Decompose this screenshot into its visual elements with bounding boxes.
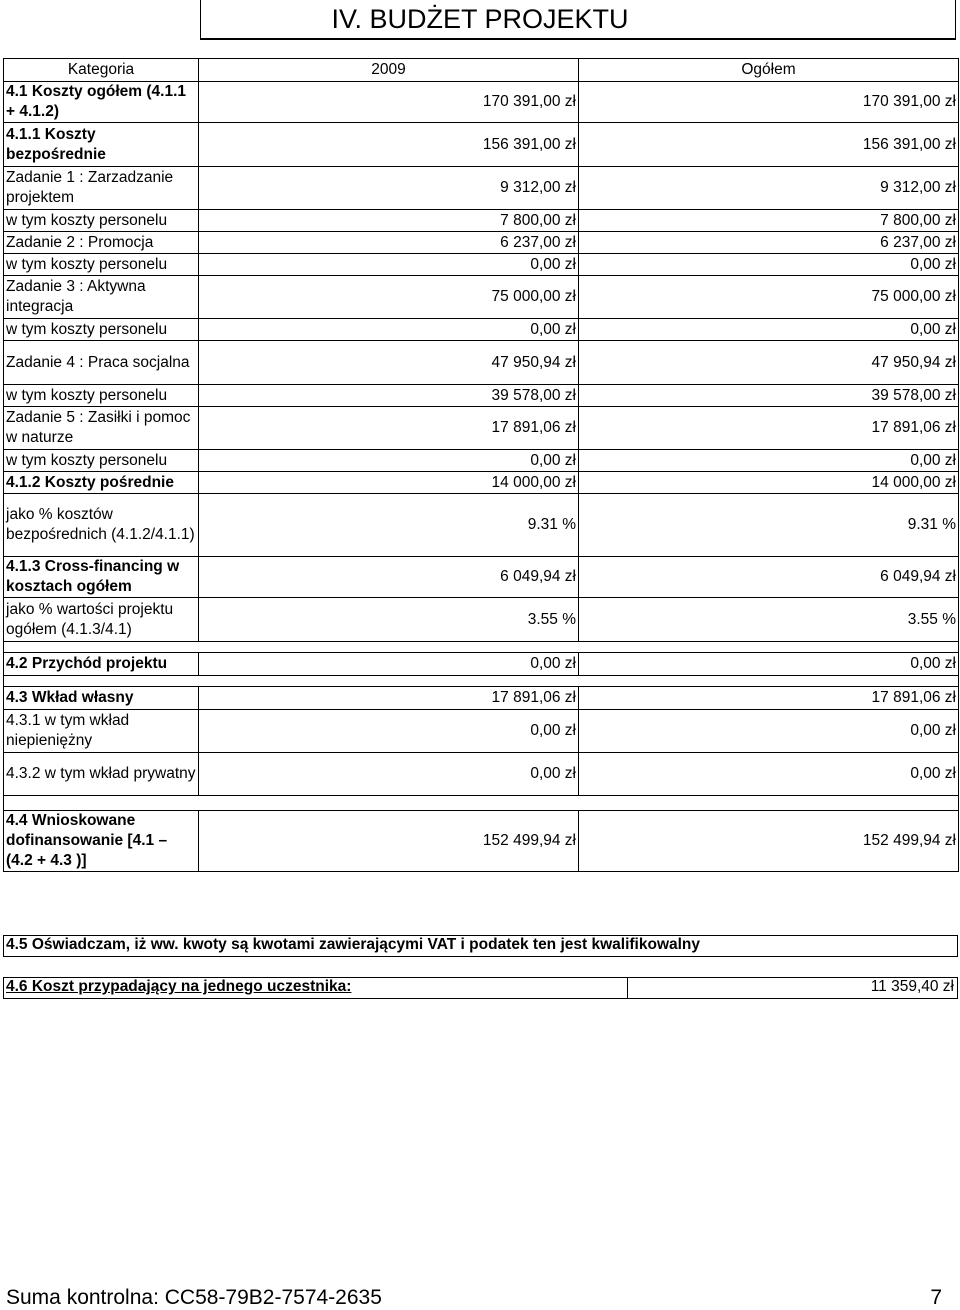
table-row — [4, 710, 959, 753]
page-title: IV. BUDŻET PROJEKTU — [331, 4, 629, 34]
row-value-2009: 3.55 % — [199, 598, 579, 642]
row-value-total: 7 800,00 zł — [579, 210, 959, 232]
header-total: Ogółem — [579, 59, 959, 82]
row-label: 4.1.2 Koszty pośrednie — [4, 472, 199, 494]
row-value-2009: 0,00 zł — [199, 710, 579, 753]
row-label: jako % wartości projektu ogółem (4.1.3/4.1) — [4, 598, 199, 642]
row-label: w tym koszty personelu — [4, 385, 199, 407]
page-number: 7 — [930, 1286, 942, 1309]
row-label: Zadanie 3 : Aktywna integracja — [4, 276, 199, 319]
row-value-total: 0,00 zł — [579, 319, 959, 341]
row-value-total: 39 578,00 zł — [579, 385, 959, 407]
row-value-total: 6 049,94 zł — [579, 557, 959, 598]
row-value-total: 9.31 % — [579, 494, 959, 557]
row-label: Zadanie 2 : Promocja — [4, 232, 199, 254]
row-label: 4.3.2 w tym wkład prywatny — [4, 753, 199, 796]
row-value-total: 47 950,94 zł — [579, 341, 959, 385]
cost-per-participant-label: 4.6 Koszt przypadający na jednego uczestnika: — [6, 978, 352, 995]
row-value-2009: 39 578,00 zł — [199, 385, 579, 407]
header-category: Kategoria — [4, 59, 199, 82]
table-row — [4, 450, 959, 472]
row-label: Zadanie 5 : Zasiłki i pomoc w naturze — [4, 407, 199, 450]
table-row — [4, 472, 959, 494]
requested-row — [4, 811, 959, 872]
row-value-total: 75 000,00 zł — [579, 276, 959, 319]
income-row — [4, 653, 959, 676]
table-row — [4, 82, 959, 123]
row-value-total: 3.55 % — [579, 598, 959, 642]
table-row — [4, 254, 959, 276]
row-value-2009: 9.31 % — [199, 494, 579, 557]
row-value-2009: 75 000,00 zł — [199, 276, 579, 319]
requested-label: 4.4 Wnioskowane dofinansowanie [4.1 – (4.2 + 4.3 )] — [4, 811, 199, 872]
row-value-total: 170 391,00 zł — [579, 82, 959, 123]
row-value-2009: 6 049,94 zł — [199, 557, 579, 598]
row-value-2009: 9 312,00 zł — [199, 167, 579, 210]
row-value-2009: 14 000,00 zł — [199, 472, 579, 494]
row-value-2009: 170 391,00 zł — [199, 82, 579, 123]
income-2009: 0,00 zł — [199, 653, 579, 676]
row-label: Zadanie 1 : Zarzadzanie projektem — [4, 167, 199, 210]
table-row — [4, 407, 959, 450]
row-value-total: 0,00 zł — [579, 710, 959, 753]
row-value-2009: 0,00 zł — [199, 319, 579, 341]
table-row — [4, 276, 959, 319]
row-label: 4.1 Koszty ogółem (4.1.1 + 4.1.2) — [4, 82, 199, 123]
row-value-2009: 7 800,00 zł — [199, 210, 579, 232]
row-value-2009: 17 891,06 zł — [199, 407, 579, 450]
income-label: 4.2 Przychód projektu — [4, 653, 199, 676]
budget-table — [3, 58, 959, 872]
row-label: jako % kosztów bezpośrednich (4.1.2/4.1.1) — [4, 494, 199, 557]
row-label: 4.3.1 w tym wkład niepieniężny — [4, 710, 199, 753]
row-value-total: 14 000,00 zł — [579, 472, 959, 494]
requested-2009: 152 499,94 zł — [199, 811, 579, 872]
row-label: Zadanie 4 : Praca socjalna — [4, 341, 199, 385]
row-value-total: 6 237,00 zł — [579, 232, 959, 254]
table-header — [4, 59, 959, 82]
table-row — [4, 598, 959, 642]
row-value-2009: 17 891,06 zł — [199, 687, 579, 710]
requested-total: 152 499,94 zł — [579, 811, 959, 872]
table-row — [4, 232, 959, 254]
table-row — [4, 687, 959, 710]
checksum: Suma kontrolna: CC58-79B2-7574-2635 — [6, 1286, 382, 1309]
main-rows — [4, 82, 959, 642]
row-value-total: 17 891,06 zł — [579, 407, 959, 450]
vat-statement: 4.5 Oświadczam, iż ww. kwoty są kwotami zawierającymi VAT i podatek ten jest kwalifikowalny — [6, 936, 701, 953]
row-value-total: 17 891,06 zł — [579, 687, 959, 710]
table-row — [4, 557, 959, 598]
row-label: w tym koszty personelu — [4, 254, 199, 276]
row-value-2009: 6 237,00 zł — [199, 232, 579, 254]
row-value-total: 0,00 zł — [579, 254, 959, 276]
row-label: 4.1.1 Koszty bezpośrednie — [4, 123, 199, 167]
table-row — [4, 494, 959, 557]
cost-per-participant-value: 11 359,40 zł — [870, 978, 954, 995]
row-label: 4.3 Wkład własny — [4, 687, 199, 710]
table-row — [4, 385, 959, 407]
row-value-total: 156 391,00 zł — [579, 123, 959, 167]
header-2009: 2009 — [199, 59, 579, 82]
cost-divider — [627, 977, 628, 999]
row-value-2009: 0,00 zł — [199, 254, 579, 276]
row-value-2009: 0,00 zł — [199, 753, 579, 796]
row-value-total: 0,00 zł — [579, 753, 959, 796]
row-value-2009: 156 391,00 zł — [199, 123, 579, 167]
row-label: 4.1.3 Cross-financing w kosztach ogółem — [4, 557, 199, 598]
row-label: w tym koszty personelu — [4, 450, 199, 472]
own-contribution-rows — [4, 687, 959, 796]
row-value-2009: 47 950,94 zł — [199, 341, 579, 385]
table-row — [4, 167, 959, 210]
table-row — [4, 753, 959, 796]
table-row — [4, 341, 959, 385]
row-value-total: 9 312,00 zł — [579, 167, 959, 210]
table-row — [4, 210, 959, 232]
table-row — [4, 123, 959, 167]
table-row — [4, 319, 959, 341]
income-total: 0,00 zł — [579, 653, 959, 676]
row-value-2009: 0,00 zł — [199, 450, 579, 472]
row-value-total: 0,00 zł — [579, 450, 959, 472]
row-label: w tym koszty personelu — [4, 210, 199, 232]
row-label: w tym koszty personelu — [4, 319, 199, 341]
